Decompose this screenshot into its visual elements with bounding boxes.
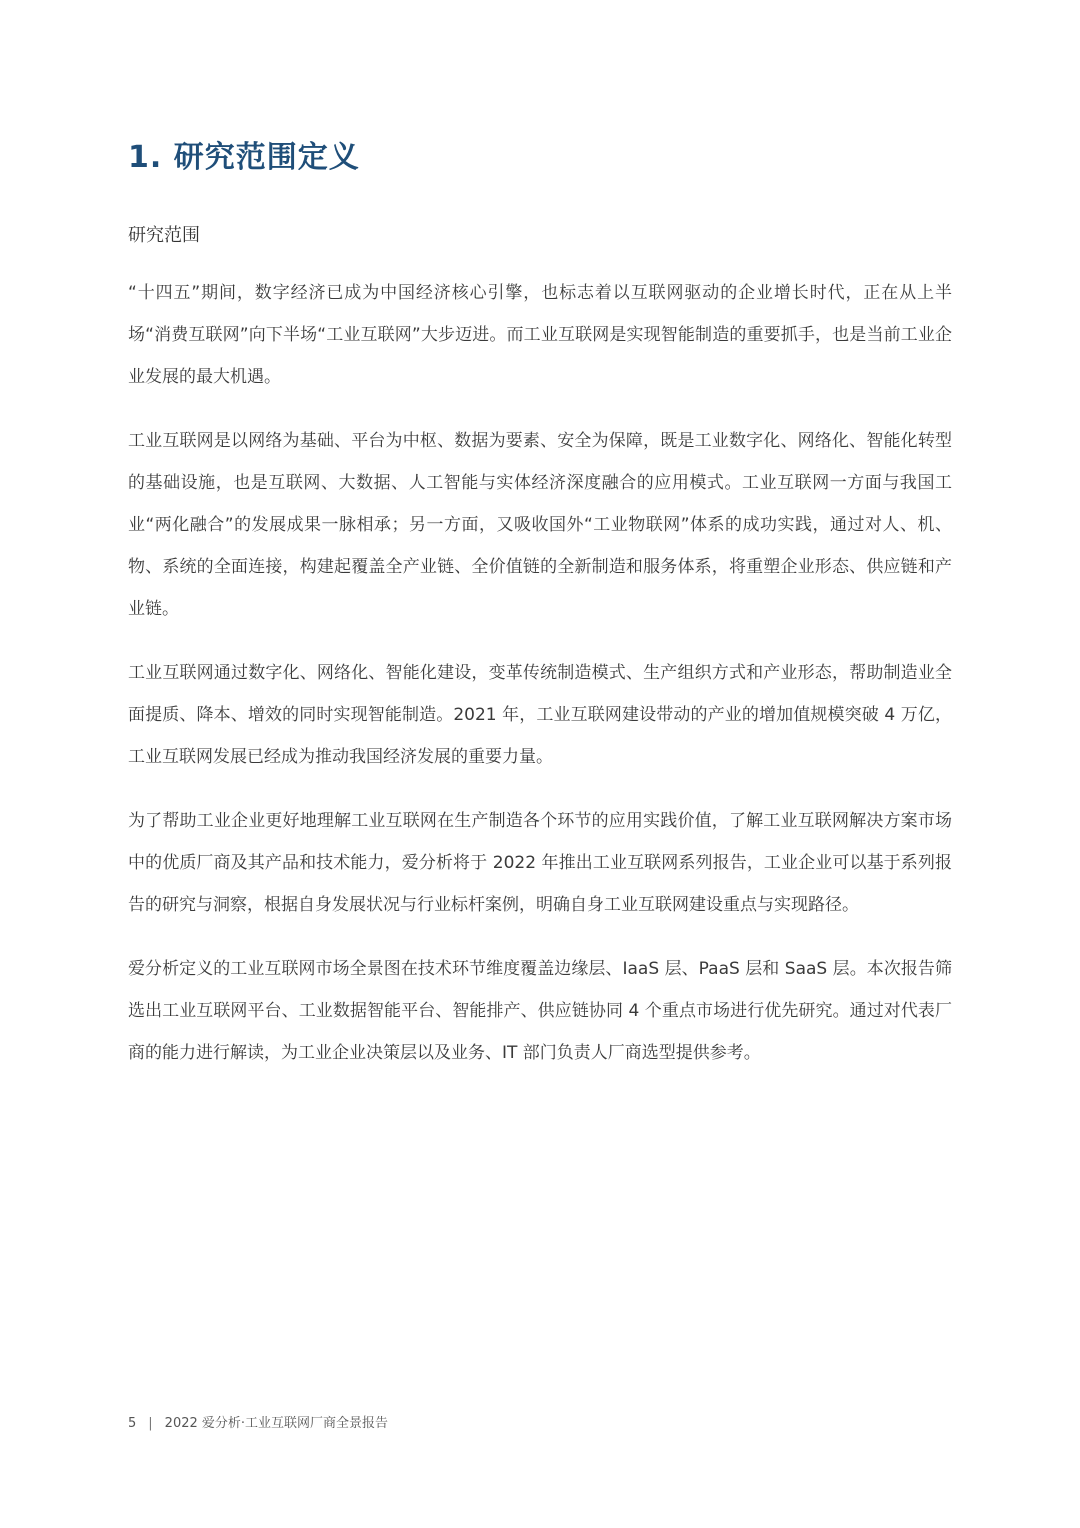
- report-title: 2022 爱分析·工业互联网厂商全景报告: [164, 1416, 389, 1431]
- paragraph-4: 为了帮助工业企业更好地理解工业互联网在生产制造各个环节的应用实践价值，了解工业互联网解决方案市场中的优质厂商及其产品和技术能力，爱分析将于 2022 年推出工业互联网系列报告，工业企业可以基于系列报告的研究与洞察，根据自身发展状况与行业标杆案例，明确自身工业互联网建设重点与实现路径。: [128, 811, 952, 915]
- page-number: 5: [128, 1416, 137, 1431]
- page-footer: [128, 1414, 388, 1434]
- paragraph-2: 工业互联网是以网络为基础、平台为中枢、数据为要素、安全为保障，既是工业数字化、网络化、智能化转型的基础设施，也是互联网、大数据、人工智能与实体经济深度融合的应用模式。工业互联网一方面与我国工业“两化融合”的发展成果一脉相承；另一方面，又吸收国外“工业物联网”体系的成功实践，通过对人、机、物、系统的全面连接，构建起覆盖全产业链、全价值链的全新制造和服务体系，将重塑企业形态、供应链和产业链。: [128, 431, 952, 619]
- paragraph-3: 工业互联网通过数字化、网络化、智能化建设，变革传统制造模式、生产组织方式和产业形态，帮助制造业全面提质、降本、增效的同时实现智能制造。2021 年，工业互联网建设带动的产业的增加值规模突破 4 万亿，工业互联网发展已经成为推动我国经济发展的重要力量。: [128, 663, 952, 767]
- paragraph-1: “十四五”期间，数字经济已成为中国经济核心引擎，也标志着以互联网驱动的企业增长时代，正在从上半场“消费互联网”向下半场“工业互联网”大步迈进。而工业互联网是实现智能制造的重要抓手，也是当前工业企业发展的最大机遇。: [128, 283, 952, 387]
- section-heading: 研究范围: [128, 225, 200, 246]
- paragraph-5: 爱分析定义的工业互联网市场全景图在技术环节维度覆盖边缘层、IaaS 层、PaaS 层和 SaaS 层。本次报告筛选出工业互联网平台、工业数据智能平台、智能排产、供应链协同 4 个重点市场进行优先研究。通过对代表厂商的能力进行解读，为工业企业决策层以及业务、IT 部门负责人厂商选型提供参考。: [128, 959, 952, 1063]
- page-title: 1. 研究范围定义: [128, 140, 360, 175]
- footer-separator: |: [148, 1416, 153, 1431]
- body-content: [128, 272, 952, 1096]
